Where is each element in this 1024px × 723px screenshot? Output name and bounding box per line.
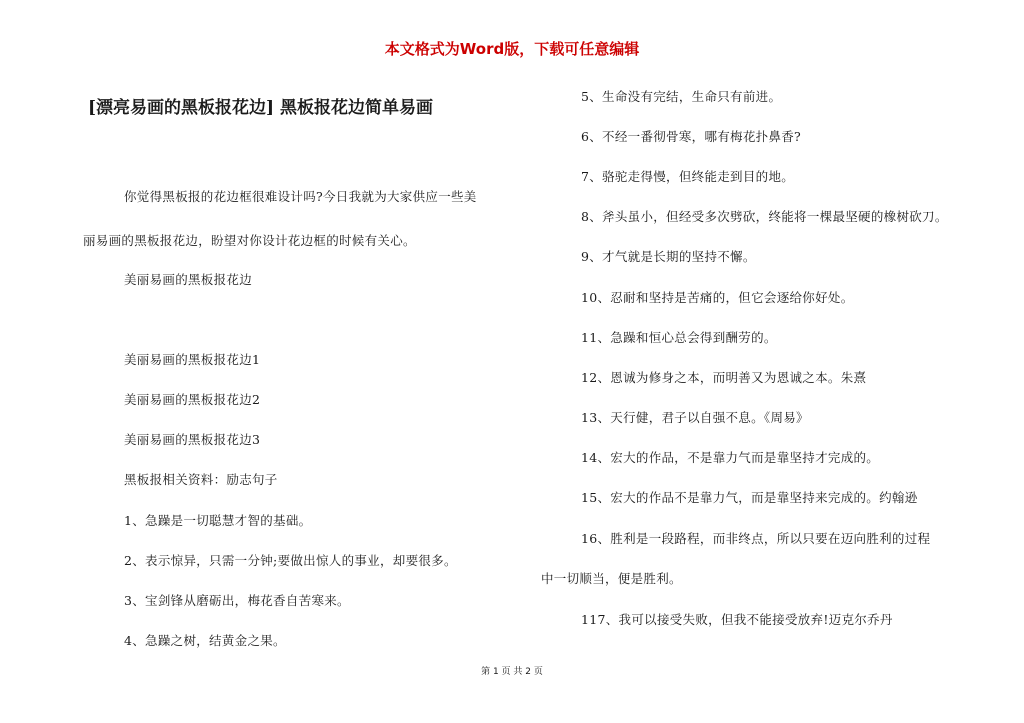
quote-16-line-2: 中一切顺当，便是胜利。: [541, 571, 682, 586]
quote-9: 9、才气就是长期的坚持不懈。: [581, 249, 756, 264]
quote-14: 14、宏大的作品，不是靠力气而是靠坚持才完成的。: [581, 450, 880, 465]
intro-line-2: 丽易画的黑板报花边，盼望对你设计花边框的时候有关心。: [83, 233, 416, 248]
list-item: 美丽易画的黑板报花边2: [124, 392, 261, 407]
quote-5: 5、生命没有完结，生命只有前进。: [581, 89, 782, 104]
quote-2: 2、表示惊异，只需一分钟;要做出惊人的事业，却要很多。: [124, 553, 457, 568]
quote-6: 6、不经一番彻骨寒，哪有梅花扑鼻香?: [581, 129, 802, 144]
quote-13: 13、天行健，君子以自强不息。《周易》: [581, 410, 809, 425]
quote-117: 117、我可以接受失败，但我不能接受放弃!迈克尔乔丹: [581, 612, 893, 627]
list-item: 美丽易画的黑板报花边1: [124, 352, 261, 367]
quote-7: 7、骆驼走得慢，但终能走到目的地。: [581, 169, 795, 184]
section-heading: 美丽易画的黑板报花边: [124, 272, 253, 287]
quote-11: 11、急躁和恒心总会得到酬劳的。: [581, 330, 777, 345]
quote-12: 12、恩诚为修身之本，而明善又为恩诚之本。朱熹: [581, 370, 867, 385]
quote-8: 8、斧头虽小，但经受多次劈砍，终能将一棵最坚硬的橡树砍刀。: [581, 209, 948, 224]
quote-16-line-1: 16、胜利是一段路程，而非终点，所以只要在迈向胜利的过程: [581, 531, 931, 546]
quote-15: 15、宏大的作品不是靠力气，而是靠坚持来完成的。约翰逊: [581, 490, 918, 505]
quote-10: 10、忍耐和坚持是苦痛的，但它会逐给你好处。: [581, 290, 854, 305]
related-heading: 黑板报相关资料：励志句子: [124, 472, 278, 487]
page-title: [漂亮易画的黑板报花边] 黑板报花边简单易画: [88, 98, 434, 118]
format-banner: 本文格式为Word版，下载可任意编辑: [384, 40, 640, 58]
intro-line-1: 你觉得黑板报的花边框很难设计吗?今日我就为大家供应一些美: [124, 189, 477, 204]
quote-4: 4、急躁之树，结黄金之果。: [124, 633, 286, 648]
quote-3: 3、宝剑锋从磨砺出，梅花香自苦寒来。: [124, 593, 350, 608]
list-item: 美丽易画的黑板报花边3: [124, 432, 261, 447]
quote-1: 1、急躁是一切聪慧才智的基础。: [124, 513, 312, 528]
page-footer: 第 1 页 共 2 页: [481, 667, 543, 677]
